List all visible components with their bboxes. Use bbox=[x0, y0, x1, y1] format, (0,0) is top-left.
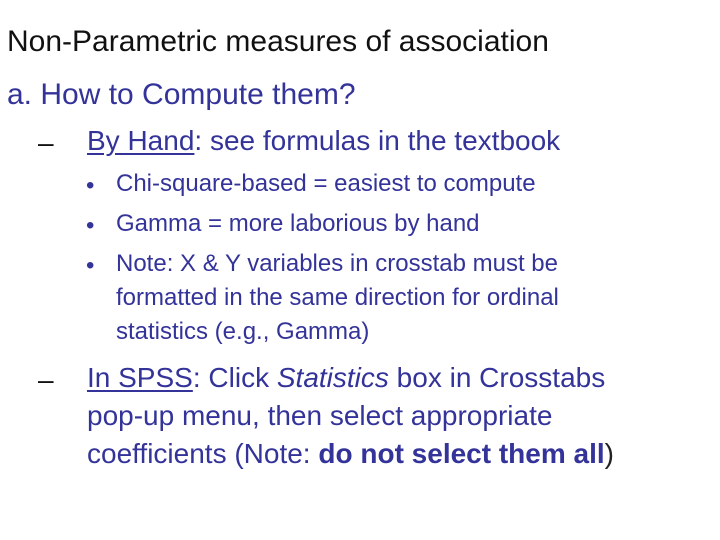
spss-bold-warning: do not select them all bbox=[318, 438, 605, 469]
spss-line-3 bbox=[87, 440, 614, 468]
by-hand-label: By Hand bbox=[87, 125, 195, 156]
spss-line-1 bbox=[87, 364, 605, 392]
spss-label: In SPSS bbox=[87, 362, 193, 393]
by-hand-line bbox=[87, 127, 560, 155]
bullet-3-line-2: formatted in the same direction for ordinal bbox=[116, 284, 559, 311]
bullet-3-mark: • bbox=[86, 252, 95, 279]
slide-subtitle: a. How to Compute them? bbox=[7, 78, 356, 111]
bullet-2-text: Gamma = more laborious by hand bbox=[116, 210, 480, 237]
spss-colon: : bbox=[192, 362, 201, 393]
by-hand-dash: – bbox=[38, 127, 54, 158]
spss-dash: – bbox=[38, 364, 54, 395]
spss-line-3a: coefficients (Note: bbox=[87, 438, 319, 469]
bullet-3-line-1: Note: X & Y variables in crosstab must be bbox=[116, 250, 558, 277]
spss-line-1a: Click bbox=[200, 362, 277, 393]
bullet-3-line-3: statistics (e.g., Gamma) bbox=[116, 318, 370, 345]
slide-title: Non-Parametric measures of association bbox=[7, 25, 549, 58]
spss-line-1b: box in Crosstabs bbox=[388, 362, 606, 393]
by-hand-text: see formulas in the textbook bbox=[202, 125, 561, 156]
bullet-1-text: Chi-square-based = easiest to compute bbox=[116, 170, 536, 197]
bullet-1-mark: • bbox=[86, 172, 95, 199]
spss-statistics-italic: Statistics bbox=[276, 362, 389, 393]
spss-line-2: pop-up menu, then select appropriate bbox=[87, 400, 553, 431]
spss-line-3b: ) bbox=[604, 438, 614, 469]
bullet-2-mark: • bbox=[86, 212, 95, 239]
by-hand-colon: : bbox=[194, 125, 203, 156]
